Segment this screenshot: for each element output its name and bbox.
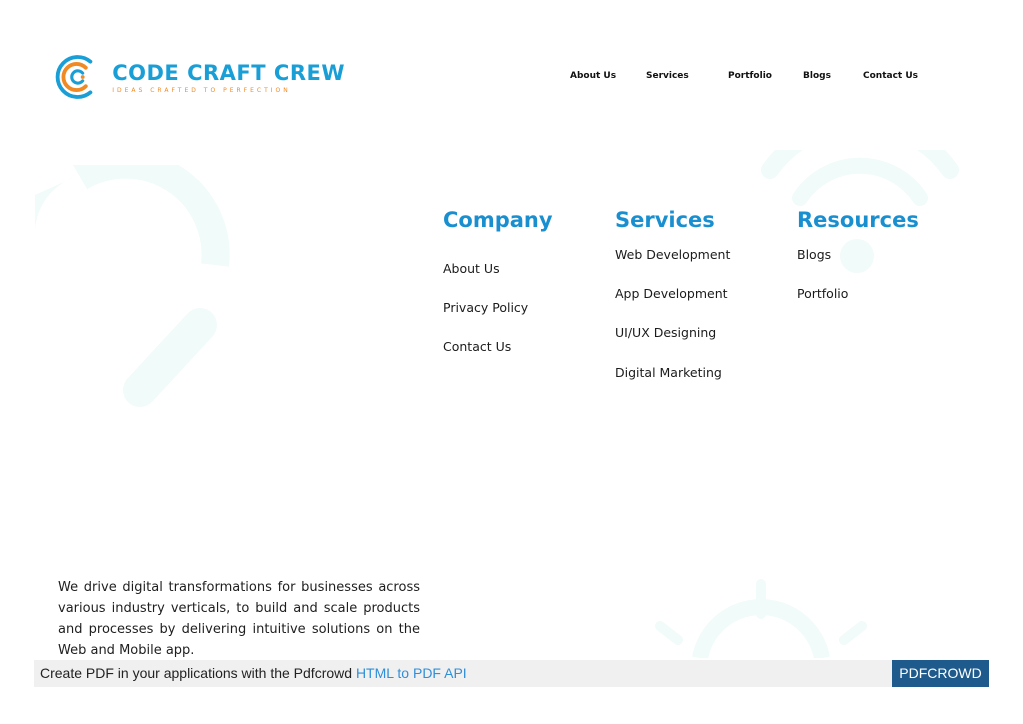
footer-link-digital-marketing[interactable]: Digital Marketing bbox=[615, 365, 722, 380]
pdfcrowd-api-link[interactable]: HTML to PDF API bbox=[355, 665, 467, 681]
footer-link-contact-us[interactable]: Contact Us bbox=[443, 339, 512, 354]
footer-link-portfolio[interactable]: Portfolio bbox=[797, 286, 849, 301]
nav-blogs[interactable]: Blogs bbox=[803, 71, 831, 81]
pdfcrowd-banner bbox=[34, 660, 989, 687]
nav-portfolio[interactable]: Portfolio bbox=[728, 71, 772, 81]
brand-name: CODE CRAFT CREW bbox=[112, 60, 345, 85]
resources-heading: Resources bbox=[797, 208, 919, 232]
footer-link-about-us[interactable]: About Us bbox=[443, 261, 500, 276]
sun-watermark-icon bbox=[640, 578, 880, 658]
footer-link-privacy-policy[interactable]: Privacy Policy bbox=[443, 300, 529, 315]
top-nav bbox=[0, 70, 1023, 84]
footer-link-app-development[interactable]: App Development bbox=[615, 286, 728, 301]
services-heading: Services bbox=[615, 208, 715, 232]
footer-link-web-development[interactable]: Web Development bbox=[615, 247, 731, 262]
pdfcrowd-text bbox=[40, 665, 467, 681]
nav-services[interactable]: Services bbox=[646, 71, 689, 81]
nav-contact-us[interactable]: Contact Us bbox=[863, 71, 919, 81]
nav-about-us[interactable]: About Us bbox=[570, 71, 617, 81]
brand-tagline: IDEAS CRAFTED TO PERFECTION bbox=[112, 86, 291, 94]
pdfcrowd-prefix: Create PDF in your applications with the Pdfcrowd bbox=[40, 665, 356, 681]
pdfcrowd-badge[interactable]: PDFCROWD bbox=[892, 660, 989, 687]
company-heading: Company bbox=[443, 208, 553, 232]
company-description: We drive digital transformations for businesses across various industry verticals, to build and scale products and processes by delivering intuitive solutions on the Web and Mobile app. bbox=[58, 580, 420, 658]
footer-link-uiux-designing[interactable]: UI/UX Designing bbox=[615, 325, 717, 340]
magnifier-watermark-icon bbox=[30, 165, 240, 425]
footer-link-blogs[interactable]: Blogs bbox=[797, 247, 832, 262]
